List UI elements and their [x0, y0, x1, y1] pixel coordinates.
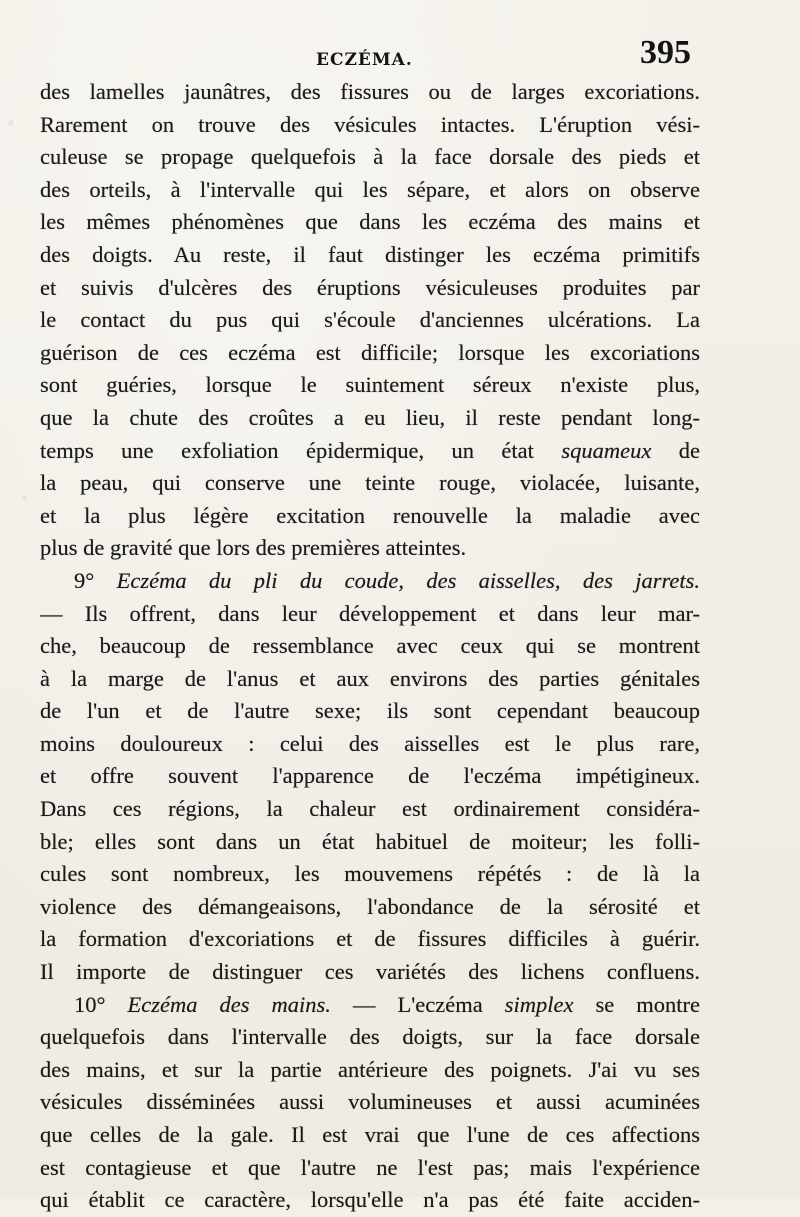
text-segment: vésicules disséminées aussi volumineuses et aussi acuminées	[40, 1089, 700, 1115]
text-line	[40, 1119, 700, 1152]
text-line	[40, 500, 700, 533]
text-segment: Dans ces régions, la chaleur est ordinairement considéra-	[40, 796, 700, 822]
text-line	[40, 793, 700, 826]
text-line	[40, 1086, 700, 1119]
paper-speck	[22, 495, 27, 500]
text-segment: plus de gravité que lors des premières atteintes.	[40, 535, 467, 561]
text-line	[40, 1152, 700, 1185]
text-line	[40, 76, 700, 109]
text-segment: des doigts. Au reste, il faut distinger les eczéma primitifs	[40, 241, 700, 267]
text-segment: che, beaucoup de ressemblance avec ceux qui se montrent	[40, 633, 700, 659]
text-segment: Il importe de distinguer ces variétés des lichens confluens.	[40, 959, 700, 985]
text-segment: et suivis d'ulcères des éruptions vésiculeuses produites par	[40, 274, 700, 300]
text-segment: la formation d'excoriations et de fissures difficiles à guérir.	[40, 926, 700, 952]
text-segment: — L'eczéma	[330, 991, 505, 1017]
text-segment: et la plus légère excitation renouvelle la maladie avec	[40, 502, 700, 528]
text-line	[40, 989, 700, 1022]
text-line	[40, 141, 700, 174]
text-line	[40, 598, 700, 631]
italic-text: Eczéma du pli du coude, des aisselles, des jarrets.	[116, 567, 700, 593]
text-segment: la peau, qui conserve une teinte rouge, violacée, luisante,	[40, 470, 700, 496]
text-line	[40, 630, 700, 663]
text-segment: le contact du pus qui s'écoule d'anciennes ulcérations. La	[40, 307, 700, 333]
running-head: ECZÉMA.	[316, 50, 413, 70]
page-header	[0, 34, 800, 80]
text-line	[40, 239, 700, 272]
italic-text: squameux	[561, 437, 652, 463]
paper-speck	[8, 120, 14, 126]
text-line	[40, 369, 700, 402]
text-segment: Rarement on trouve des vésicules intactes. L'éruption vési-	[40, 111, 700, 137]
text-line	[40, 467, 700, 500]
text-segment: culeuse se propage quelquefois à la face dorsale des pieds et	[40, 144, 700, 170]
text-line	[40, 337, 700, 370]
text-line	[40, 435, 700, 468]
text-line	[40, 891, 700, 924]
text-segment: des orteils, à l'intervalle qui les sépare, et alors on observe	[40, 176, 700, 202]
text-segment: de	[651, 437, 700, 463]
text-segment: 10°	[74, 991, 128, 1017]
text-line	[40, 663, 700, 696]
text-line	[40, 272, 700, 305]
text-segment: est contagieuse et que l'autre ne l'est pas; mais l'expérience	[40, 1154, 700, 1180]
text-segment: de l'un et de l'autre sexe; ils sont cependant beaucoup	[40, 698, 700, 724]
text-segment: temps une exfoliation épidermique, un état	[40, 437, 562, 463]
text-segment: ble; elles sont dans un état habituel de moiteur; les folli-	[40, 828, 700, 854]
text-segment: qui établit ce caractère, lorsqu'elle n'a pas été faite acciden-	[40, 1187, 700, 1213]
text-line	[40, 565, 700, 598]
text-line	[40, 826, 700, 859]
body-text	[40, 76, 700, 1217]
text-line	[40, 1184, 700, 1217]
text-line	[40, 695, 700, 728]
text-line	[40, 760, 700, 793]
text-segment: à la marge de l'anus et aux environs des parties génitales	[40, 665, 700, 691]
text-line	[40, 1054, 700, 1087]
text-segment: sont guéries, lorsque le suintement séreux n'existe plus,	[40, 372, 700, 398]
text-segment: quelquefois dans l'intervalle des doigts, sur la face dorsale	[40, 1024, 700, 1050]
text-line	[40, 858, 700, 891]
text-segment: violence des démangeaisons, l'abondance de la sérosité et	[40, 893, 700, 919]
text-line	[40, 174, 700, 207]
text-segment: des lamelles jaunâtres, des fissures ou de larges excoriations.	[40, 79, 700, 104]
text-segment: et offre souvent l'apparence de l'eczéma impétigineux.	[40, 763, 700, 789]
text-line	[40, 109, 700, 142]
text-line	[40, 956, 700, 989]
text-segment: moins douloureux : celui des aisselles est le plus rare,	[40, 730, 700, 756]
text-segment: les mêmes phénomènes que dans les eczéma des mains et	[40, 209, 700, 235]
text-line	[40, 532, 700, 565]
text-segment: que celles de la gale. Il est vrai que l'une de ces affections	[40, 1122, 700, 1147]
text-segment: que la chute des croûtes a eu lieu, il reste pendant long-	[40, 404, 700, 430]
page-number: 395	[640, 34, 691, 71]
text-segment: cules sont nombreux, les mouvemens répétés : de là la	[40, 861, 700, 887]
text-segment: guérison de ces eczéma est difficile; lorsque les excoriations	[40, 339, 700, 365]
text-line	[40, 206, 700, 239]
text-line	[40, 402, 700, 435]
text-line	[40, 923, 700, 956]
text-segment: — Ils offrent, dans leur développement et dans leur mar-	[40, 600, 700, 626]
italic-text: simplex	[504, 991, 574, 1017]
text-segment: 9°	[74, 567, 117, 593]
text-segment: des mains, et sur la partie antérieure des poignets. J'ai vu ses	[40, 1056, 700, 1082]
italic-text: Eczéma des mains.	[127, 991, 331, 1017]
text-line	[40, 728, 700, 761]
text-line	[40, 304, 700, 337]
text-line	[40, 1021, 700, 1054]
text-segment: se montre	[573, 991, 700, 1017]
